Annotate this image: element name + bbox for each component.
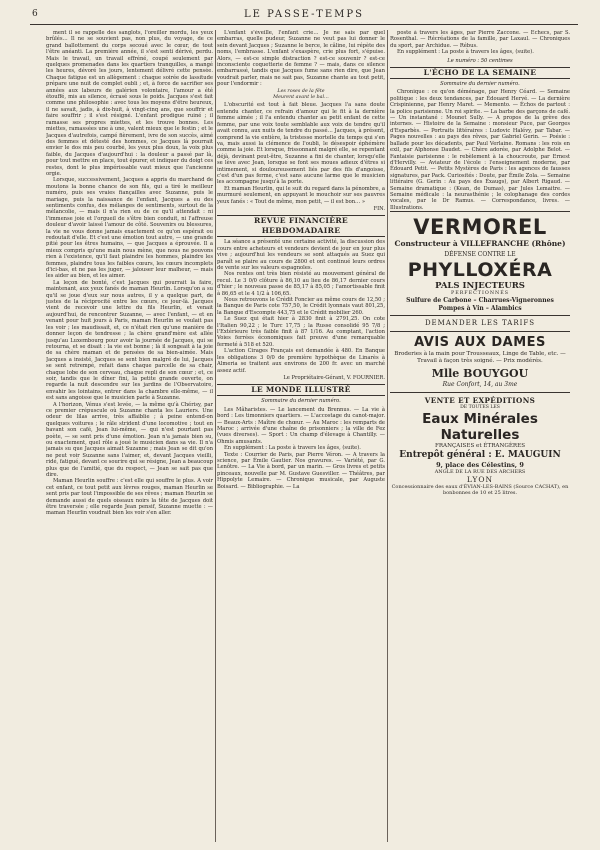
- page-header: [30, 8, 578, 25]
- story-paragraph: A l'horizon, Vénus s'est levée, — la même qu'à Chérisy, par ce premier crépuscule où Suzanne chanta les Lauriers. Une odeur de lilas arrive, très affaiblie ; à peine entend-on quelques voitures ; le râle strident d'une locomotive ; tout en bavant son café, Jean lui-même, — qui n'est pourtant pas poète, — se sent pris d'une émotion. Jean n'a jamais bien su, ou exactement, quel rôle a joué le musicien dans sa vie. Il n'a jamais su que Jacques aimait Suzanne ; mais Jean se dit qu'on ne peut voir Suzanne sans l'aimer, et, devant Jacques vieilli, ridé, fatigué, devant ce sourire qui se résigne, Jean a beaucoup plus que de l'amitié, que du respect, — Jean se sait pas que dire.: [46, 401, 213, 479]
- advert-line: Pompes à Vin – Alambics: [438, 305, 522, 313]
- advert-line: PALS INJECTEURS: [435, 281, 525, 292]
- column-story-continued: [46, 30, 213, 842]
- summary-paragraph: En supplément : La poste à travers les âges, (suite).: [224, 445, 361, 452]
- advert-name: Mlle BOUYGOU: [431, 367, 529, 381]
- summary-paragraph: Les Mâharistes. — Le lancement du Brennus. — La vie à bord : Les timonniers quartiers. — L'accostage du canot-major. — Beaux-Arts : Maître de chœur. — Au Maroc : les remparts de Maroc ; arrivée d'une chaîne de prisonniers ; la ville de Fez (vues diverses). — Sport : Un champ d'élevage à Chantilly. — Ohmis amusants.: [217, 406, 385, 445]
- story-paragraph: L'enfant s'éveille, l'enfant crie… Je ne sais par quel embarras, quelle pudeur, Suzanne ne veut pas lui donner le sein devant Jacques ; Suzanne le berce, le câline, lui répète des noms, l'embrasse. L'enfant s'exaspère, crie plus fort, s'épuise. Alors, — est-ce simple distraction ? est-ce souvenir ? est-ce inconsciente coquetterie de femme ? — mais, dans ce silence embarrassé, tandis que Jacques fume sans rien dire, que Jean voudrait parler, mais ne sait pas, Suzanne chante au tout petit, pour l'endormir :: [217, 30, 385, 88]
- column-middle: [217, 30, 385, 842]
- column-rule: [387, 30, 388, 842]
- advert-body: Broderies à la main pour Trousseaux, Linge de Table, etc. — Travail à façon très soigné. — Prix modérés.: [394, 351, 566, 365]
- song-verse: [217, 89, 385, 102]
- page-number: 6: [32, 9, 38, 19]
- story-paragraph: Et maman Heurlin, qui le suit du regard dans la pénombre, a murmuré seulement, en appuyant le mouchoir sur ses pauvres yeux fanés : « Tout de même, mon petit, — il est bon… »: [217, 185, 385, 205]
- story-paragraph: ment il se rappelle des sanglots, l'oreiller mordu, les yeux brûlés… Il ne se souvient pas, non plus, du voyage, de ce grand ballottement du corps secoué avec le cœur, de tout l'être anéanti. La première année, il s'est senti dérivé, perdu. Mais le travail, un travail effréné, coupé seulement par quelques promenades dans les quartiers tranquilles, a mangé les heures, dévoré les jours, lentement délivré cette pensée. Chaque fatigue est un allègement : chaque soirée de lassitude prépare une nuit de complet oubli ; et, à force de sacrifier ses années aux labeurs de galérien volontaire, l'amour a été étouffé, mis au silence, écrasé sous le poids. Jacques s'est fait comme une philosophie : avec tous les moyens d'être heureux, il ne savait, jadis, à dix-huit, à vingt-cinq ans, que souffrir et faire souffrir ; il s'est résigné. L'enfant prodigue ruiné ; il ramasse ses propres miettes, et les trouve bonnes. Les miettes, ramassées une à une, valent mieux que le festin ; et le Jacques d'autrefois, campé fièrement, ivre de son succès, aimé des femmes et détesté des hommes, ce Jacques là pourrait envier le dos mis peu courbé, les yeux plus doux, la voix plus faible, du Jacques d'aujourd'hui : la douleur a passé par là, pour tout mettre en place, tout épurer, et indiquer du doigt ces restes, dont le plus impérissable vaut mieux que l'ancienne orgie.: [46, 30, 213, 177]
- advert-line: Entrepôt général : E. MAUGUIN: [399, 449, 561, 460]
- advert-brand: VERMOREL: [413, 215, 547, 240]
- story-end-mark: FIN.: [373, 205, 385, 212]
- song-verse-line: Meurent avant le bal…: [273, 95, 329, 101]
- advert-line: PERFECTIONNÉS: [450, 291, 510, 297]
- story-paragraph: La leçon de bonté, c'est Jacques qui pourrait la faire, maintenant, aux yeux fanés de maman Heurlin. Lorsqu'on a su qu'il se joue d'eux sur nous autres, il y a quelque part, de justes de la réciprocité entre les cœurs, ce jour-là. Jacques vient de recevoir une lettre du fils Heurlin, et venait aujourd'hui, de rencontrer Suzanne, — avec l'enfant, — et en venant pour huit jours à Paris, maman Heurlin se voulait pas les voir ; les maudissait, et, ce n'était rien qu'une manière de donner leçon de tendresse ; la chère grand'mère est allée jusqu'au Luxembourg pour avoir la journée de Jacques, qui se retourna, et se disait : la vie est bonne ; là il songeait à la joie de sa chère maman et de pensées de sa bien-aimée. Mais Jacques a insisté, Jacques se sent bien malgré de lui, Jacques se sent retrempé, refait dans chaque parcelle de sa chair, chaque lobe de son cerveau, chaque repli de son cœur ; et, ce soir, tandis que le dîner fini, la petite grande ouverte, on regarde la nuit descendre sur les jardins de l'Observatoire, envahir les lointains, entrer dans la chambre elle-même, — il est sans angoisse que le musicien parle à Suzanne.: [46, 279, 213, 402]
- advert-title: AVIS AUX DAMES: [414, 335, 546, 351]
- finance-paragraph: Nos rentes ont très bien résisté au mouvement général de recul. Le 3 0/0 clôture à 86,10 au lieu de 86,17 dernier cours d'hier ; le nouveau passe de 85,17 à 85,05 ; l'amortissable finit à 86,65 et le 4 1/2 à 106,65.: [217, 271, 385, 297]
- story-paragraph: L'obscurité est tout à fait bleue. Jacques l'a sans doute entendu chanter, ce refrain d'amour qui le fit à la dernière femme aimée ; il l'a entendu chanter au petit enfant de cette femme, par une voix toute semblable aux voix de tendre qu'il avait connu, aux nuits de tendre du passé… Jacques, à présent, comprend la vie entière, la tristesse mortelle du temps qui s'en va, mais aussi la clémence de l'oubli, le désespoir éphémère comme la joie. Et lorsque, frissonnant malgré elle, se repentant déjà, devinant peut-être, Suzanne a fini de chanter, lorsqu'elle se lève avec Jean, lorsque se font ses moues adieux d'êtres si intimement, si douloureusement liés par des fils d'angoisse, c'est d'un pas ferme, c'est sans aucune larme que le musicien les accompagne jusqu'à la porte.: [217, 102, 385, 186]
- advert-line: Concessionnaire des eaux d'ÉVIAN-LES-BAINS (Source CACHAT), en bonbonnes de 10 et 25 litres.: [391, 483, 569, 496]
- advert-line: FRANÇAISES et ÉTRANGÈRES: [434, 442, 526, 449]
- summary-paragraph: En supplément : La poste à travers les âges, (suite).: [397, 49, 534, 56]
- column-right: [390, 30, 570, 842]
- publisher-signature: Le Propriétaire-Gérant, V. FOURNIER.: [283, 374, 385, 381]
- section-title-echo-semaine: L'ÉCHO DE LA SEMAINE: [390, 67, 570, 79]
- summary-paragraph: poste à travers les âges, par Pierre Zaccone. — Échecs, par S. Rosenthal. — Récréations de la famille, par Laxaul. — Chroniques du sport, par Archidue. — Rébus.: [390, 30, 570, 49]
- advert-vermorel: [390, 211, 570, 331]
- advert-line: DÉFENSE CONTRE LE: [444, 251, 516, 259]
- advert-line: Sulfure de Carbone – Charrues-Vigneronnes: [406, 297, 554, 305]
- finance-paragraph: La séance a présenté une certaine activité, la discussion des cours entre acheteurs et vendeurs devient de jour en jour plus vive ; aujourd'hui les vendeurs se sont attaqués au Suez qui paraît se plaire au cours de 2800 et ont continué leurs ordres de vente sur les valeurs espagnoles.: [217, 239, 385, 271]
- story-paragraph: Lorsque, successivement, Jacques a appris du marchand de moutons la bonne chance de son fils, qui a tiré le meilleur numéro, puis ses vraies fiançailles avec Suzanne, puis le mariage, puis la naissance de l'enfant, Jacques a eu des sentiments confus, des mélanges de sentiments, surtout de la mélancolie, — mais il n'a rien eu de ce qu'il attendait : ni l'immense joie et l'orgueil de s'être bien conduit, ni l'affreuse douleur d'avoir laissé l'amour de côté. Souvenirs ou blessures, la vie ne vous donne jamais exactement ce qu'on espérait ou redoutait d'elle. Et c'est une émotion tout autre, — une grande pitié pour les êtres humains, — que Jacques a éprouvée. Il a mieux compris qu'une main nous mène, que nous ne pouvons rien à l'existence, qu'il faut plaindre les hommes, plaindre les femmes, plaindre tous les faibles cœurs, les cœurs incomplets d'ici-bas, et ne pas les juger, — jalouser leur malheur, — mais les aider au bien, et les aimer.: [46, 177, 213, 280]
- advert-line: DEMANDER LES TARIFS: [390, 315, 570, 328]
- section-title-revue-financiere: REVUE FINANCIÈRE HEBDOMADAIRE: [217, 215, 385, 237]
- summary-paragraph: Chronique : ce qu'on déménage, par Henry Céard. — Semaine politique : les deux tendances, par Édouard Hervé. — La dernière Crispinienne, par Henry Maret. — Memento. — Échos de partout : la police parisienne. Un roi spirite. — La barbe des garçons de café. — Un instantané : Mounet Sully. — A propos de la grève des internes. — Histoire de la Semaine : monsieur Puce, par Georges d'Esparbès. — Portraits littéraires : Ludovic Halévy, par Tabar. — Pages nouvelles : au pays des rêves, par Gabriel Gerin. — Poésie : ballade pour les décadents, par Paul Verlaine. Romans : les rois en exil, par Alphonse Daudet. — Chère adorée, par Adolphe Belot. — Fantaisie parisienne : le rebèlement à la choucroute, par Ernest d'Hervilly. — Aviateur de l'école : l'enseignement moderne, par Édouard Petit. — Petits Mystères de Paris : les agences de fausses signatures, par Pack. Curiosités : Doute, par Émile Zola. — Semaine littéraire (G. Gerin : Au pays des Éxaugs), par Albert Rigaud. — Semaine dramatique : (Kean, de Dumas), par Jules Lemaitre. — Semaine médicale : la neurasthénie ; le colophanage des cordes vocales, par le Dr Ramus. — Correspondance, livres. — Illustrations.: [390, 89, 570, 211]
- section-subtitle: Sommaire du dernier numéro.: [261, 398, 341, 405]
- advert-line: Constructeur à VILLEFRANCHE (Rhône): [394, 239, 566, 249]
- advert-line: 9, place des Célestins, 9: [436, 460, 524, 469]
- issue-price: Le numéro : 50 centimes: [447, 57, 513, 64]
- advert-product: PHYLLOXÉRA: [407, 259, 553, 282]
- section-subtitle: Sommaire du dernier numéro.: [440, 81, 520, 88]
- advert-avis-aux-dames: [390, 331, 570, 392]
- advert-line: VENTE ET EXPÉDITIONS: [424, 396, 536, 406]
- summary-paragraph: Texte : Courrier de Paris, par Pierre Véron. — A travers la science, par Émile Gautier. Nos gravures. — Variété, par G. Lenôtre. — La Vie à bord, par un marin. — Gros livres et petits pinceaux, nouvelle par M. Gustave Guesviller. — Théâtres, par Hippolyte Lemaire. — Chronique musicale, par Auguste Boisard. — Bibliographie. — La: [217, 451, 385, 490]
- finance-paragraph: Nous retrouvons le Crédit Foncier au même cours de 12,50 ; la Banque de Paris cote 757,50, le Crédit lyonnais vaut 801,25, la Banque d'Escompte 443,75 et le Crédit mobilier 260.: [217, 297, 385, 316]
- advert-title: Eaux Minérales Naturelles: [422, 410, 538, 443]
- section-title-monde-illustre: LE MONDE ILLUSTRÉ: [217, 384, 385, 396]
- story-paragraph: Maman Heurlin souffre : c'est elle qui souffre le plus. A voir cet enfant, ce tout petit aux lèvres rouges, maman Heurlin se sent pris par tout l'impossible de ses rêves ; maman Heurlin se demande aussi de quels oiseaux noirs la tête de Jacques doit être traversée ; elle regarde Jean pensif, Suzanne muette : — maman Heurlin voudrait bien les voir s'en aller.: [46, 478, 213, 517]
- column-rule: [215, 30, 216, 842]
- advert-line: DE TOUTES LES: [460, 405, 500, 411]
- advert-address: Rue Confort, 14, au 3me: [442, 381, 518, 389]
- masthead-title: LE PASSE-TEMPS: [244, 9, 364, 20]
- advert-line: ANGLE DE LA RUE DES ARCHERS: [434, 468, 526, 475]
- finance-paragraph: Le Suez qui était hier à 2830 finit à 2791,25. On cote l'Italien 90,22 ; le Turc 17,75 ; la Russe consolidé 95 7/8 ; l'Extérieure très faible finit à 87 1/16. Au comptant, l'action Voies ferrées économiques fait preuve d'une remarquable fermeté à 518 et 520.: [217, 316, 385, 348]
- finance-paragraph: L'action Cirages Français est demandée à 480. En Banque les obligations 3 0/0 de première hypothèque de Linarès à Almeria se traitent aux environs de 200 fr. avec un marché assez actif.: [217, 348, 385, 374]
- song-verse-line: Les roses de la fête: [277, 88, 325, 94]
- advert-eaux-minerales: [390, 392, 570, 499]
- advert-line: LYON: [466, 474, 494, 484]
